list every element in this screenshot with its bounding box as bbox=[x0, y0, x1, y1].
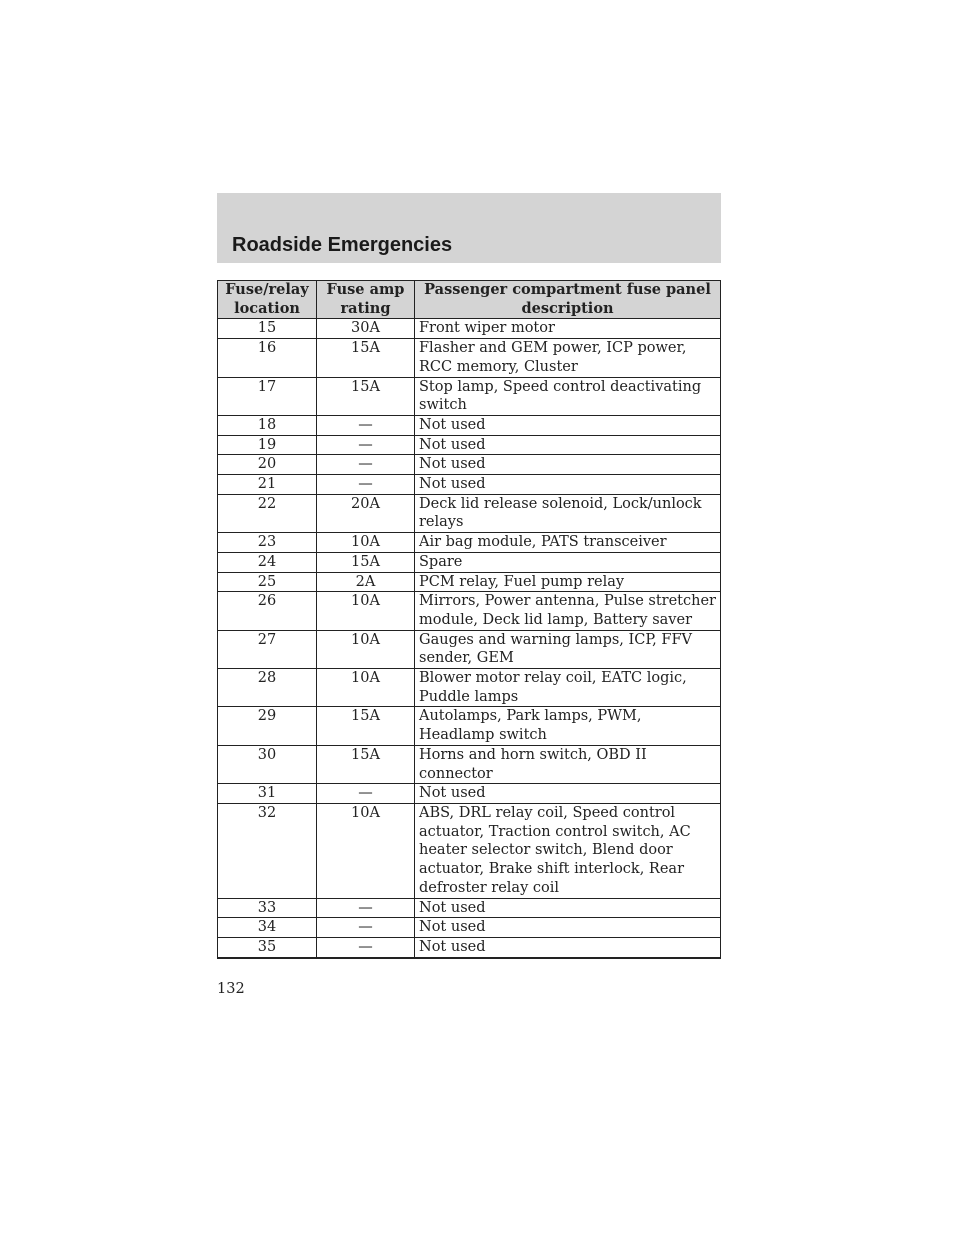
fuse-rating-cell: 10A bbox=[317, 533, 415, 553]
fuse-location-cell: 21 bbox=[218, 475, 317, 495]
fuse-location-cell: 27 bbox=[218, 630, 317, 668]
fuse-description-cell: Gauges and warning lamps, ICP, FFV sender, GEM bbox=[415, 630, 721, 668]
fuse-table-body bbox=[218, 319, 721, 958]
fuse-location-cell: 29 bbox=[218, 707, 317, 745]
fuse-rating-cell: 15A bbox=[317, 339, 415, 377]
fuse-description-cell: Not used bbox=[415, 898, 721, 918]
fuse-description-cell: Blower motor relay coil, EATC logic, Puddle lamps bbox=[415, 669, 721, 707]
column-header-location: Fuse/relay location bbox=[218, 281, 317, 319]
fuse-description-cell: Not used bbox=[415, 918, 721, 938]
fuse-location-cell: 19 bbox=[218, 435, 317, 455]
section-title: Roadside Emergencies bbox=[232, 234, 453, 256]
fuse-description-cell: Deck lid release solenoid, Lock/unlock relays bbox=[415, 494, 721, 532]
fuse-rating-cell: 10A bbox=[317, 592, 415, 630]
fuse-description-cell: Not used bbox=[415, 475, 721, 495]
fuse-rating-cell: 15A bbox=[317, 552, 415, 572]
table-row bbox=[218, 552, 721, 572]
column-header-description: Passenger compartment fuse panel description bbox=[415, 281, 721, 319]
fuse-location-cell: 26 bbox=[218, 592, 317, 630]
table-row bbox=[218, 455, 721, 475]
fuse-description-cell: PCM relay, Fuel pump relay bbox=[415, 572, 721, 592]
fuse-rating-cell: 20A bbox=[317, 494, 415, 532]
fuse-rating-cell: — bbox=[317, 415, 415, 435]
fuse-description-cell: Not used bbox=[415, 784, 721, 804]
fuse-rating-cell: 15A bbox=[317, 745, 415, 783]
fuse-description-cell: Air bag module, PATS transceiver bbox=[415, 533, 721, 553]
table-row bbox=[218, 918, 721, 938]
fuse-location-cell: 22 bbox=[218, 494, 317, 532]
table-row bbox=[218, 377, 721, 415]
fuse-rating-cell: — bbox=[317, 898, 415, 918]
fuse-description-cell: Not used bbox=[415, 455, 721, 475]
table-row bbox=[218, 475, 721, 495]
fuse-location-cell: 30 bbox=[218, 745, 317, 783]
fuse-description-cell: Not used bbox=[415, 937, 721, 957]
table-row bbox=[218, 339, 721, 377]
fuse-rating-cell: — bbox=[317, 918, 415, 938]
fuse-rating-cell: — bbox=[317, 475, 415, 495]
table-row bbox=[218, 415, 721, 435]
fuse-location-cell: 35 bbox=[218, 937, 317, 957]
table-row bbox=[218, 592, 721, 630]
fuse-location-cell: 33 bbox=[218, 898, 317, 918]
fuse-description-cell: Front wiper motor bbox=[415, 319, 721, 339]
table-row bbox=[218, 572, 721, 592]
table-row bbox=[218, 937, 721, 957]
fuse-rating-cell: 10A bbox=[317, 669, 415, 707]
fuse-description-cell: Stop lamp, Speed control deactivating switch bbox=[415, 377, 721, 415]
fuse-table bbox=[217, 280, 721, 959]
fuse-location-cell: 32 bbox=[218, 803, 317, 898]
page-number: 132 bbox=[217, 981, 245, 997]
table-row bbox=[218, 319, 721, 339]
table-row bbox=[218, 435, 721, 455]
fuse-description-cell: Mirrors, Power antenna, Pulse stretcher module, Deck lid lamp, Battery saver bbox=[415, 592, 721, 630]
fuse-rating-cell: 10A bbox=[317, 803, 415, 898]
table-row bbox=[218, 669, 721, 707]
table-row bbox=[218, 630, 721, 668]
table-row bbox=[218, 784, 721, 804]
fuse-location-cell: 16 bbox=[218, 339, 317, 377]
fuse-rating-cell: — bbox=[317, 455, 415, 475]
fuse-rating-cell: 10A bbox=[317, 630, 415, 668]
fuse-location-cell: 34 bbox=[218, 918, 317, 938]
fuse-description-cell: Horns and horn switch, OBD II connector bbox=[415, 745, 721, 783]
fuse-description-cell: Flasher and GEM power, ICP power, RCC memory, Cluster bbox=[415, 339, 721, 377]
fuse-rating-cell: 2A bbox=[317, 572, 415, 592]
fuse-location-cell: 23 bbox=[218, 533, 317, 553]
fuse-location-cell: 28 bbox=[218, 669, 317, 707]
fuse-location-cell: 31 bbox=[218, 784, 317, 804]
table-row bbox=[218, 494, 721, 532]
section-header-band bbox=[217, 193, 721, 263]
fuse-rating-cell: — bbox=[317, 435, 415, 455]
table-row bbox=[218, 707, 721, 745]
fuse-description-cell: Not used bbox=[415, 415, 721, 435]
table-row bbox=[218, 803, 721, 898]
fuse-description-cell: Not used bbox=[415, 435, 721, 455]
fuse-location-cell: 17 bbox=[218, 377, 317, 415]
fuse-description-cell: ABS, DRL relay coil, Speed control actuator, Traction control switch, AC heater selector switch, Blend door actuator, Brake shift interlock, Rear defroster relay coil bbox=[415, 803, 721, 898]
fuse-location-cell: 20 bbox=[218, 455, 317, 475]
fuse-location-cell: 15 bbox=[218, 319, 317, 339]
table-row bbox=[218, 898, 721, 918]
fuse-rating-cell: 30A bbox=[317, 319, 415, 339]
fuse-rating-cell: 15A bbox=[317, 707, 415, 745]
table-row bbox=[218, 533, 721, 553]
table-row bbox=[218, 745, 721, 783]
fuse-rating-cell: — bbox=[317, 784, 415, 804]
table-header-row bbox=[218, 281, 721, 319]
fuse-location-cell: 25 bbox=[218, 572, 317, 592]
column-header-rating: Fuse amp rating bbox=[317, 281, 415, 319]
fuse-description-cell: Spare bbox=[415, 552, 721, 572]
fuse-rating-cell: 15A bbox=[317, 377, 415, 415]
fuse-description-cell: Autolamps, Park lamps, PWM, Headlamp switch bbox=[415, 707, 721, 745]
fuse-rating-cell: — bbox=[317, 937, 415, 957]
fuse-location-cell: 24 bbox=[218, 552, 317, 572]
fuse-location-cell: 18 bbox=[218, 415, 317, 435]
